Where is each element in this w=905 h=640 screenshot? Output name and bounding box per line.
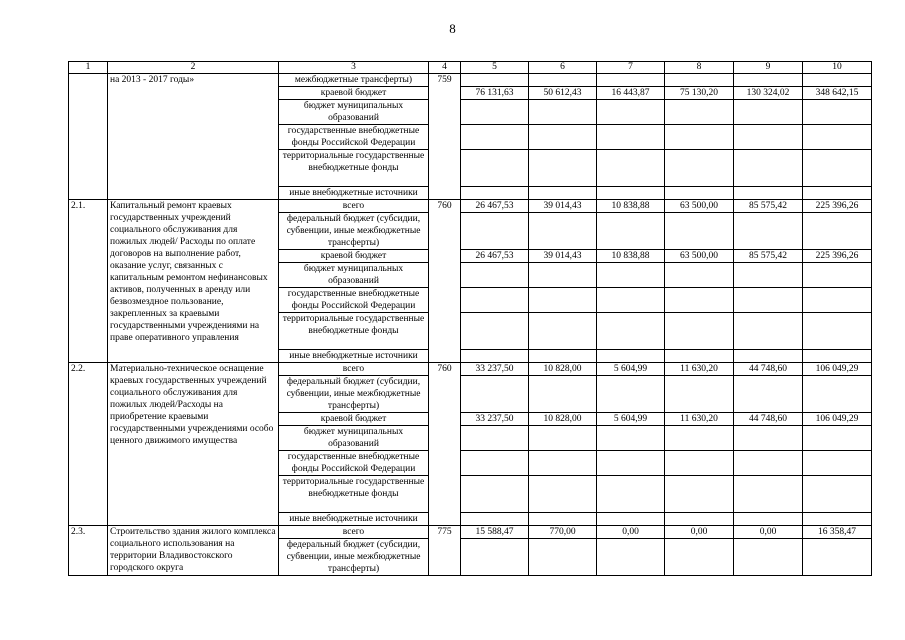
funding-source: краевой бюджет	[279, 250, 429, 263]
table-row	[69, 74, 872, 87]
year-value-9: 85 575,42	[734, 250, 803, 263]
year-value-9	[734, 451, 803, 476]
year-value-6	[529, 350, 597, 363]
year-value-10: 348 642,15	[803, 87, 872, 100]
year-value-8	[665, 350, 734, 363]
funding-source: федеральный бюджет (субсидии, субвенции, иные межбюджетные трансферты)	[279, 539, 429, 576]
funding-source: иные внебюджетные источники	[279, 350, 429, 363]
funding-source: всего	[279, 363, 429, 376]
year-value-5	[461, 513, 529, 526]
year-value-10	[803, 100, 872, 125]
year-value-5	[461, 213, 529, 250]
year-value-10	[803, 513, 872, 526]
year-value-10: 225 396,26	[803, 200, 872, 213]
item-name: Капитальный ремонт краевых государственных учреждений социального обслуживания для пожилых людей/ Расходы по оплате договоров на выполнение работ, оказание услуг, связанных с капитальным ремонтом нефинансовых активов, полученных в аренду или безвозмездное пользование, закрепленных за краевыми государственными учреждениями на праве оперативного управления	[108, 200, 279, 363]
funding-source: территориальные государственные внебюджетные фонды	[279, 476, 429, 513]
year-value-8	[665, 426, 734, 451]
year-value-6	[529, 426, 597, 451]
year-value-6	[529, 100, 597, 125]
year-value-7: 5 604,99	[597, 413, 665, 426]
year-value-10	[803, 539, 872, 576]
year-value-5	[461, 187, 529, 200]
year-value-5	[461, 288, 529, 313]
year-value-5: 33 237,50	[461, 363, 529, 376]
year-value-10: 106 049,29	[803, 363, 872, 376]
year-value-8: 63 500,00	[665, 250, 734, 263]
year-value-9	[734, 125, 803, 150]
year-value-6	[529, 376, 597, 413]
year-value-6: 770,00	[529, 526, 597, 539]
year-value-9	[734, 513, 803, 526]
year-value-9: 0,00	[734, 526, 803, 539]
funding-source: межбюджетные трансферты)	[279, 74, 429, 87]
year-value-7: 5 604,99	[597, 363, 665, 376]
year-value-6: 50 612,43	[529, 87, 597, 100]
year-value-8	[665, 451, 734, 476]
year-value-8	[665, 288, 734, 313]
year-value-6: 39 014,43	[529, 250, 597, 263]
funding-source: бюджет муниципальных образований	[279, 426, 429, 451]
year-value-6	[529, 451, 597, 476]
year-value-8	[665, 125, 734, 150]
year-value-7	[597, 288, 665, 313]
year-value-9	[734, 74, 803, 87]
year-value-7: 16 443,87	[597, 87, 665, 100]
year-value-6	[529, 213, 597, 250]
funding-source: краевой бюджет	[279, 87, 429, 100]
year-value-6: 10 828,00	[529, 363, 597, 376]
year-value-5	[461, 451, 529, 476]
funding-source: государственные внебюджетные фонды Российской Федерации	[279, 125, 429, 150]
year-value-9	[734, 288, 803, 313]
year-value-9	[734, 426, 803, 451]
funding-source: краевой бюджет	[279, 413, 429, 426]
header-cell-8: 8	[665, 62, 734, 74]
year-value-8	[665, 150, 734, 187]
year-value-5	[461, 313, 529, 350]
budget-code: 760	[429, 363, 461, 526]
year-value-7	[597, 213, 665, 250]
year-value-9	[734, 313, 803, 350]
year-value-5	[461, 350, 529, 363]
year-value-8	[665, 263, 734, 288]
year-value-9	[734, 476, 803, 513]
year-value-10	[803, 74, 872, 87]
funding-source: всего	[279, 200, 429, 213]
year-value-7	[597, 125, 665, 150]
year-value-10	[803, 350, 872, 363]
funding-source: бюджет муниципальных образований	[279, 100, 429, 125]
year-value-7	[597, 451, 665, 476]
year-value-10: 225 396,26	[803, 250, 872, 263]
year-value-10	[803, 187, 872, 200]
header-cell-2: 2	[108, 62, 279, 74]
year-value-6	[529, 74, 597, 87]
header-cell-1: 1	[69, 62, 108, 74]
year-value-9	[734, 376, 803, 413]
year-value-5: 76 131,63	[461, 87, 529, 100]
table-row	[69, 526, 872, 539]
budget-table	[68, 61, 872, 576]
year-value-7	[597, 313, 665, 350]
year-value-7	[597, 476, 665, 513]
year-value-6	[529, 476, 597, 513]
year-value-6	[529, 513, 597, 526]
year-value-6	[529, 150, 597, 187]
year-value-8	[665, 213, 734, 250]
year-value-5	[461, 150, 529, 187]
header-cell-7: 7	[597, 62, 665, 74]
funding-source: государственные внебюджетные фонды Российской Федерации	[279, 288, 429, 313]
year-value-7	[597, 376, 665, 413]
year-value-6: 39 014,43	[529, 200, 597, 213]
year-value-5: 26 467,53	[461, 200, 529, 213]
year-value-5: 33 237,50	[461, 413, 529, 426]
header-cell-10: 10	[803, 62, 872, 74]
year-value-5	[461, 426, 529, 451]
year-value-8	[665, 376, 734, 413]
year-value-7	[597, 426, 665, 451]
header-cell-5: 5	[461, 62, 529, 74]
funding-source: иные внебюджетные источники	[279, 187, 429, 200]
item-name: на 2013 - 2017 годы»	[108, 74, 279, 200]
header-cell-6: 6	[529, 62, 597, 74]
year-value-6	[529, 125, 597, 150]
funding-source: всего	[279, 526, 429, 539]
year-value-9: 44 748,60	[734, 413, 803, 426]
year-value-8: 11 630,20	[665, 413, 734, 426]
funding-source: территориальные государственные внебюджетные фонды	[279, 313, 429, 350]
budget-code: 775	[429, 526, 461, 576]
year-value-7	[597, 539, 665, 576]
year-value-7: 10 838,88	[597, 200, 665, 213]
year-value-10	[803, 288, 872, 313]
year-value-6	[529, 288, 597, 313]
year-value-10	[803, 263, 872, 288]
year-value-8: 0,00	[665, 526, 734, 539]
item-number: 2.1.	[69, 200, 108, 363]
funding-source: федеральный бюджет (субсидии, субвенции, иные межбюджетные трансферты)	[279, 376, 429, 413]
year-value-5	[461, 539, 529, 576]
year-value-6	[529, 187, 597, 200]
table-row	[69, 363, 872, 376]
item-name: Материально-техническое оснащение краевых государственных учреждений социального обслуживания для пожилых людей/Расходы на приобретение краевыми государственными учреждениями особо ценного движимого имущества	[108, 363, 279, 526]
year-value-5	[461, 263, 529, 288]
year-value-9: 44 748,60	[734, 363, 803, 376]
year-value-9	[734, 150, 803, 187]
year-value-5	[461, 125, 529, 150]
year-value-10	[803, 125, 872, 150]
year-value-7	[597, 350, 665, 363]
year-value-8: 63 500,00	[665, 200, 734, 213]
year-value-10: 16 358,47	[803, 526, 872, 539]
year-value-8: 75 130,20	[665, 87, 734, 100]
funding-source: иные внебюджетные источники	[279, 513, 429, 526]
year-value-10: 106 049,29	[803, 413, 872, 426]
year-value-9	[734, 539, 803, 576]
year-value-8	[665, 187, 734, 200]
year-value-9	[734, 263, 803, 288]
year-value-5	[461, 74, 529, 87]
year-value-6: 10 828,00	[529, 413, 597, 426]
year-value-8	[665, 539, 734, 576]
year-value-9: 130 324,02	[734, 87, 803, 100]
year-value-7	[597, 187, 665, 200]
year-value-7	[597, 100, 665, 125]
page-number: 8	[449, 21, 456, 36]
funding-source: федеральный бюджет (субсидии, субвенции, иные межбюджетные трансферты)	[279, 213, 429, 250]
table-row	[69, 200, 872, 213]
year-value-9	[734, 187, 803, 200]
year-value-7: 10 838,88	[597, 250, 665, 263]
year-value-6	[529, 313, 597, 350]
year-value-9	[734, 100, 803, 125]
year-value-10	[803, 426, 872, 451]
year-value-10	[803, 213, 872, 250]
year-value-10	[803, 150, 872, 187]
item-name: Строительство здания жилого комплекса социального использования на территории Владивостокского городского округа	[108, 526, 279, 576]
header-row	[69, 62, 872, 74]
funding-source: территориальные государственные внебюджетные фонды	[279, 150, 429, 187]
budget-code: 760	[429, 200, 461, 363]
item-number: 2.2.	[69, 363, 108, 526]
item-number: 2.3.	[69, 526, 108, 576]
year-value-9	[734, 213, 803, 250]
funding-source: бюджет муниципальных образований	[279, 263, 429, 288]
year-value-8	[665, 100, 734, 125]
year-value-6	[529, 263, 597, 288]
year-value-7	[597, 513, 665, 526]
year-value-7	[597, 74, 665, 87]
funding-source: государственные внебюджетные фонды Российской Федерации	[279, 451, 429, 476]
year-value-10	[803, 376, 872, 413]
year-value-7	[597, 150, 665, 187]
header-cell-9: 9	[734, 62, 803, 74]
year-value-8	[665, 513, 734, 526]
item-number	[69, 74, 108, 200]
year-value-6	[529, 539, 597, 576]
year-value-10	[803, 476, 872, 513]
year-value-5: 15 588,47	[461, 526, 529, 539]
year-value-10	[803, 451, 872, 476]
year-value-9	[734, 350, 803, 363]
year-value-5	[461, 100, 529, 125]
year-value-8	[665, 74, 734, 87]
year-value-7	[597, 263, 665, 288]
budget-code: 759	[429, 74, 461, 200]
year-value-5	[461, 376, 529, 413]
year-value-7: 0,00	[597, 526, 665, 539]
year-value-5	[461, 476, 529, 513]
header-cell-4: 4	[429, 62, 461, 74]
year-value-10	[803, 313, 872, 350]
year-value-8	[665, 476, 734, 513]
year-value-8	[665, 313, 734, 350]
header-cell-3: 3	[279, 62, 429, 74]
year-value-5: 26 467,53	[461, 250, 529, 263]
year-value-8: 11 630,20	[665, 363, 734, 376]
year-value-9: 85 575,42	[734, 200, 803, 213]
